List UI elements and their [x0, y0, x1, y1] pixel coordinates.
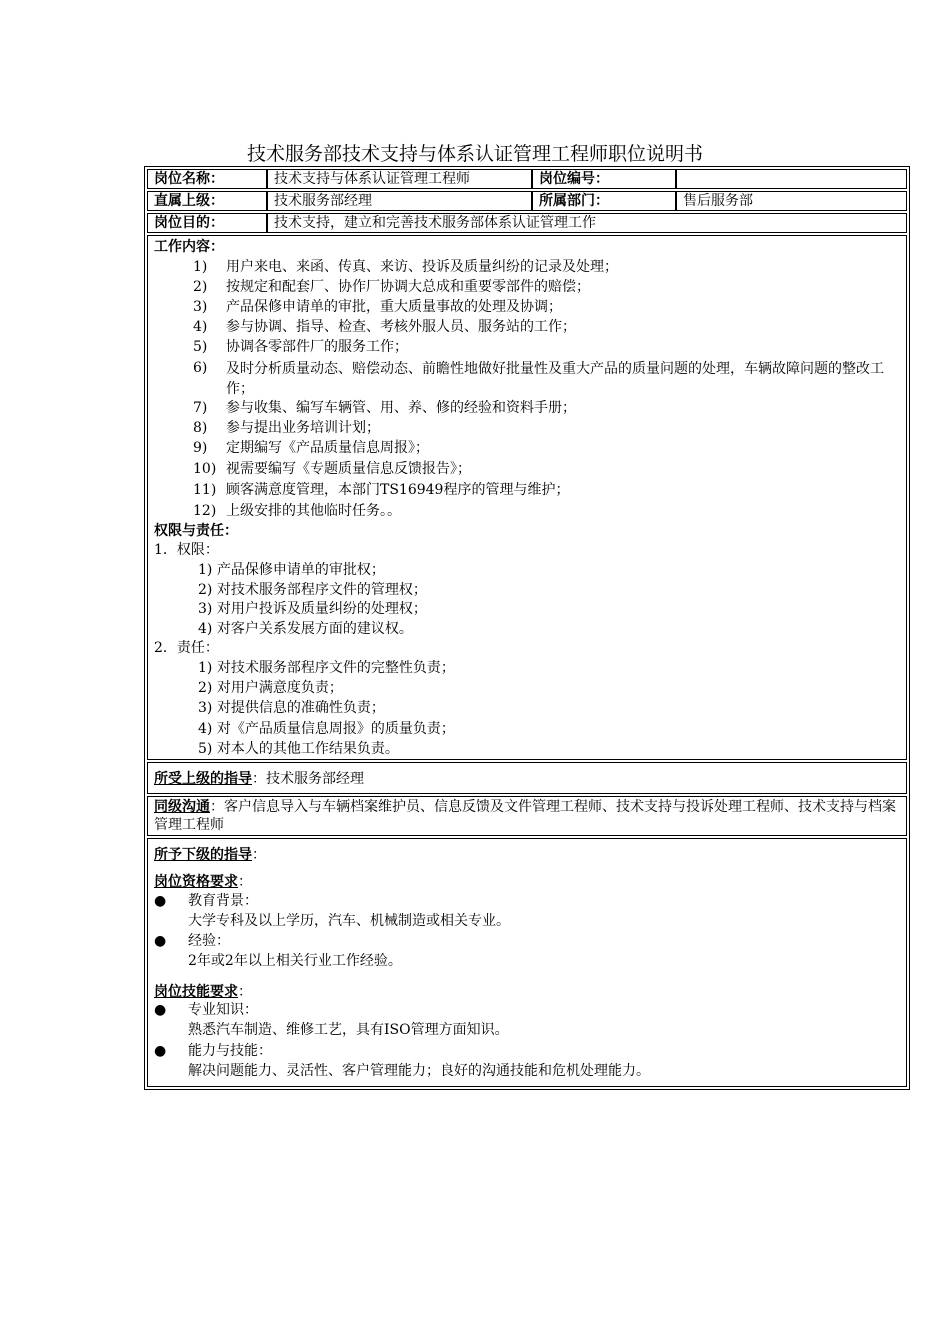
skills-item-text: 解决问题能力、灵活性、客户管理能力；良好的沟通技能和危机处理能力。: [188, 1063, 650, 1079]
qualification-item-text: 大学专科及以上学历，汽车、机械制造或相关专业。: [188, 913, 510, 929]
work-item-text: 上级安排的其他临时任务。。: [226, 503, 401, 519]
document-title: 技术服务部技术支持与体系认证管理工程师职位说明书: [246, 143, 703, 165]
qualification-item-title: 教育背景：: [188, 893, 258, 909]
qualification-heading: 岗位资格要求: [154, 874, 238, 890]
work-item-number: 1): [193, 259, 208, 275]
peer-label: 同级沟通: [154, 799, 210, 815]
bullet-icon: ●: [154, 933, 167, 949]
duties-heading: 2．责任：: [154, 640, 219, 656]
work-item-text: 及时分析质量动态、赔偿动态、前瞻性地做好批量性及重大产品的质量问题的处理，车辆故障问题的整改工作；: [226, 361, 884, 397]
work-item-number: 6): [193, 360, 208, 376]
position-no-value: [676, 169, 907, 189]
work-item-number: 5): [193, 339, 208, 355]
duty-item: 4) 对《产品质量信息周报》的质量负责；: [198, 721, 455, 737]
work-item-number: 2): [193, 279, 208, 295]
skills-item-text: 熟悉汽车制造、维修工艺，具有ISO管理方面知识。: [188, 1022, 509, 1038]
skills-sep: ：: [238, 984, 252, 1000]
superior-value: 技术服务部经理: [267, 191, 532, 211]
bullet-icon: ●: [154, 893, 167, 909]
skills-heading: 岗位技能要求: [154, 984, 238, 1000]
guidance-from-value: 技术服务部经理: [266, 771, 364, 787]
position-name-label: 岗位名称：: [147, 169, 267, 189]
guidance-to-row: [154, 845, 266, 865]
peer-row: [154, 798, 902, 834]
work-item-text: 参与提出业务培训计划；: [226, 420, 380, 436]
work-item-number: 3): [193, 299, 208, 315]
work-item-text: 产品保修申请单的审批，重大质量事故的处理及协调；: [226, 299, 562, 315]
peer-value: 客户信息导入与车辆档案维护员、信息反馈及文件管理工程师、技术支持与投诉处理工程师、技术支持与档案管理工程师: [154, 799, 896, 833]
superior-label: 直属上级：: [147, 191, 267, 211]
qualification-heading-row: [154, 872, 252, 892]
duty-item: 5) 对本人的其他工作结果负责。: [198, 741, 399, 757]
work-item-text: 用户来电、来函、传真、来访、投诉及质量纠纷的记录及处理；: [226, 259, 618, 275]
bullet-icon: ●: [154, 1002, 167, 1018]
guidance-to-label: 所予下级的指导: [154, 847, 252, 863]
work-item-number: 7): [193, 400, 208, 416]
guidance-from-row: [154, 769, 364, 789]
skills-item-title: 专业知识：: [188, 1002, 258, 1018]
work-content-heading: 工作内容：: [154, 239, 224, 255]
right-item: 4) 对客户关系发展方面的建议权。: [198, 621, 413, 637]
rights-heading: 1．权限：: [154, 542, 219, 558]
qualification-item-title: 经验：: [188, 933, 230, 949]
work-item-text: 参与协调、指导、检查、考核外服人员、服务站的工作；: [226, 319, 576, 335]
work-item-number: 11): [193, 482, 217, 498]
work-item-text: 协调各零部件厂的服务工作；: [226, 339, 408, 355]
right-item: 1) 产品保修申请单的审批权；: [198, 562, 385, 578]
guidance-from-label: 所受上级的指导: [154, 771, 252, 787]
work-item-number: 4): [193, 319, 208, 335]
work-item-number: 10): [193, 461, 217, 477]
qualification-item-text: 2年或2年以上相关行业工作经验。: [188, 953, 402, 969]
position-name-value: 技术支持与体系认证管理工程师: [267, 169, 532, 189]
duty-item: 1) 对技术服务部程序文件的完整性负责；: [198, 660, 455, 676]
guidance-from-sep: ：: [252, 771, 266, 787]
duty-item: 3) 对提供信息的准确性负责；: [198, 700, 385, 716]
work-item-number: 12): [193, 503, 217, 519]
work-item-text: 参与收集、编写车辆管、用、养、修的经验和资料手册；: [226, 400, 576, 416]
qualification-sep: ：: [238, 874, 252, 890]
department-value: 售后服务部: [676, 191, 907, 211]
skills-heading-row: [154, 982, 252, 1002]
work-item-text: 按规定和配套厂、协作厂协调大总成和重要零部件的赔偿；: [226, 279, 590, 295]
skills-item-title: 能力与技能：: [188, 1043, 272, 1059]
work-item-text: 顾客满意度管理，本部门TS16949程序的管理与维护；: [226, 482, 570, 498]
authority-heading: 权限与责任：: [154, 523, 238, 539]
position-no-label: 岗位编号：: [532, 169, 676, 189]
guidance-to-sep: ：: [252, 847, 266, 863]
work-item-text: 视需要编写《专题质量信息反馈报告》；: [226, 461, 471, 477]
purpose-label: 岗位目的：: [147, 213, 267, 233]
work-item-text: 定期编写《产品质量信息周报》；: [226, 440, 429, 456]
bullet-icon: ●: [154, 1043, 167, 1059]
work-item-number: 8): [193, 420, 208, 436]
right-item: 2) 对技术服务部程序文件的管理权；: [198, 582, 427, 598]
duty-item: 2) 对用户满意度负责；: [198, 680, 343, 696]
purpose-value: 技术支持，建立和完善技术服务部体系认证管理工作: [267, 213, 907, 233]
department-label: 所属部门：: [532, 191, 676, 211]
peer-sep: ：: [210, 799, 224, 815]
right-item: 3) 对用户投诉及质量纠纷的处理权；: [198, 601, 427, 617]
work-item-number: 9): [193, 440, 208, 456]
